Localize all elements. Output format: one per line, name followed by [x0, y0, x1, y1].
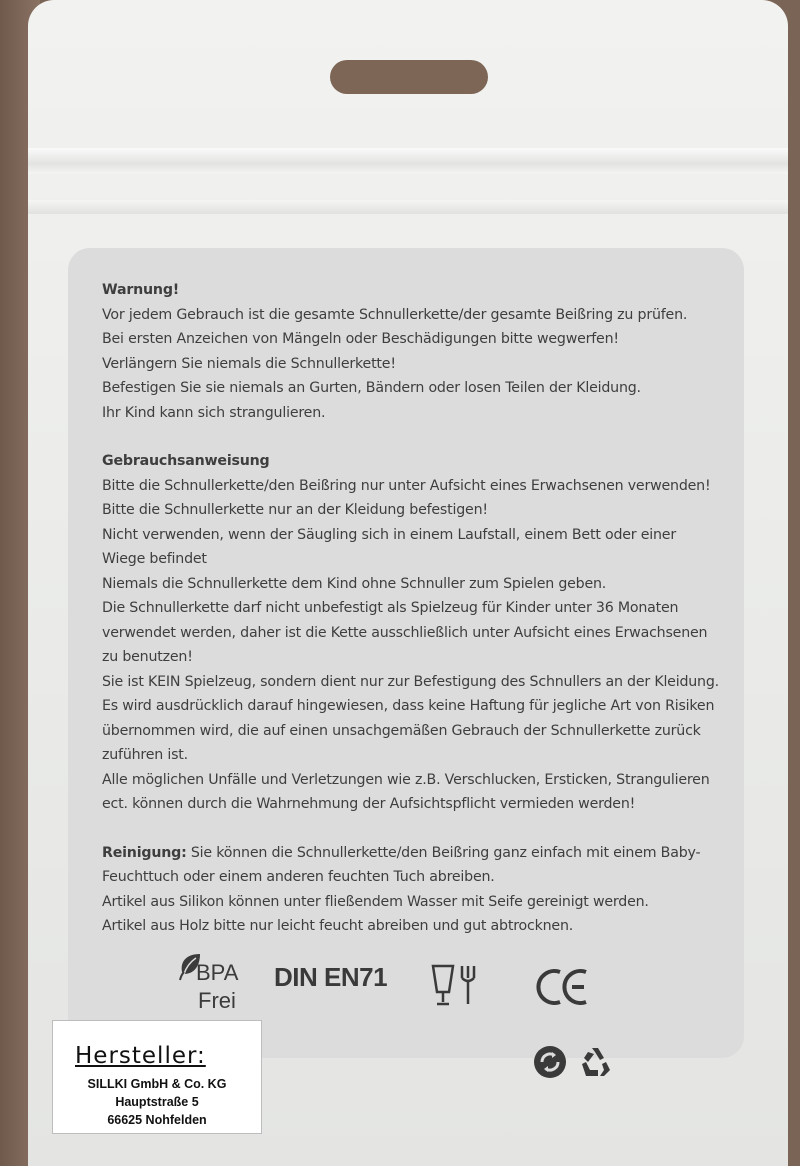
usage-line: Wiege befindet	[102, 551, 207, 567]
bpa-text: BPA	[196, 960, 239, 985]
ce-mark-icon	[536, 966, 592, 1008]
din-en71-mark: DIN EN71	[274, 962, 388, 992]
usage-line: verwendet werden, daher ist die Kette ausschließlich unter Aufsicht eines Erwachsenen	[102, 624, 708, 641]
recycling-marks	[532, 1044, 616, 1080]
cleaning-line: Artikel aus Holz bitte nur leicht feucht abreiben und gut abtrocknen.	[102, 918, 574, 934]
green-dot-icon	[534, 1046, 566, 1078]
manufacturer-street: Hauptstraße 5	[115, 1095, 199, 1109]
manufacturer-city: 66625 Nohfelden	[107, 1113, 207, 1127]
usage-line: Nicht verwenden, wenn der Säugling sich in einem Laufstall, einem Bett oder einer	[102, 526, 676, 543]
usage-line: Es wird ausdrücklich darauf hingewiesen, dass keine Haftung für jegliche Art von Risiken	[102, 698, 715, 714]
usage-title: Gebrauchsanweisung	[102, 453, 270, 469]
usage-line: Sie ist KEIN Spielzeug, sondern dient nur zur Befestigung des Schnullers an der Kleidung.	[102, 673, 719, 690]
warning-line: Verlängern Sie niemals die Schnullerkette!	[102, 355, 396, 372]
usage-line: übernommen wird, die auf einen unsachgemäßen Gebrauch der Schnullerkette zurück	[102, 722, 701, 739]
manufacturer-label	[52, 1020, 262, 1134]
warning-line: Ihr Kind kann sich strangulieren.	[102, 404, 326, 421]
cleaning-first-line	[102, 841, 742, 866]
zip-seal	[28, 148, 788, 174]
frei-text: Frei	[198, 988, 236, 1013]
bpa-free-mark	[174, 950, 254, 1022]
instructions-text	[102, 278, 742, 939]
warning-line: Befestigen Sie sie niemals an Gurten, Bändern oder losen Teilen der Kleidung.	[102, 380, 641, 396]
usage-line: ect. können durch die Wahrnehmung der Aufsichtspflicht vermieden werden!	[102, 796, 636, 812]
usage-line: Bitte die Schnullerkette nur an der Kleidung befestigen!	[102, 502, 488, 518]
cleaning-line: Artikel aus Silikon können unter fließendem Wasser mit Seife gereinigt werden.	[102, 893, 649, 910]
usage-line: Alle möglichen Unfälle und Verletzungen wie z.B. Verschlucken, Ersticken, Strangulieren	[102, 771, 710, 788]
recycle-icon	[582, 1048, 610, 1076]
manufacturer-heading: Hersteller:	[75, 1043, 206, 1069]
warning-title: Warnung!	[102, 282, 180, 298]
warning-line: Vor jedem Gebrauch ist die gesamte Schnullerkette/der gesamte Beißring zu prüfen.	[102, 306, 688, 323]
usage-line: Bitte die Schnullerkette/den Beißring nur unter Aufsicht eines Erwachsenen verwenden!	[102, 477, 711, 494]
usage-line: Die Schnullerkette darf nicht unbefestigt als Spielzeug für Kinder unter 36 Monaten	[102, 600, 679, 616]
cleaning-first-text: Sie können die Schnullerkette/den Beißring ganz einfach mit einem Baby-	[186, 844, 701, 861]
warning-line: Bei ersten Anzeichen von Mängeln oder Beschädigungen bitte wegwerfen!	[102, 331, 619, 347]
hang-hole	[330, 60, 488, 94]
usage-line: zu benutzen!	[102, 649, 193, 665]
usage-line: Niemals die Schnullerkette dem Kind ohne Schnuller zum Spielen geben.	[102, 575, 607, 592]
usage-line: zuführen ist.	[102, 747, 188, 763]
manufacturer-company: SILLKI GmbH & Co. KG	[87, 1077, 227, 1091]
cleaning-label: Reinigung:	[102, 844, 187, 861]
cleaning-line: Feuchttuch oder einem anderen feuchten Tuch abreiben.	[102, 869, 495, 885]
zip-seal-lower	[28, 200, 788, 214]
food-safe-glass-fork-icon	[430, 962, 478, 1008]
